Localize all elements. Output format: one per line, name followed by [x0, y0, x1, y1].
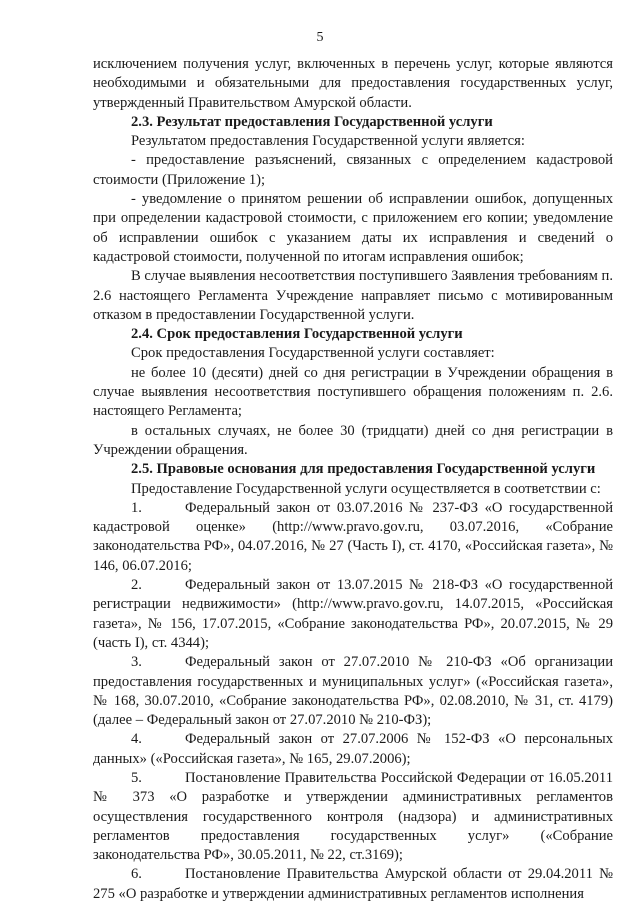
paragraph: - уведомление о принятом решении об исправлении ошибок, допущенных при определении кадастровой стоимости, с приложением его копии; уведомление об исправлении ошибок с указанием даты их исправления и сведений о кадастровой стоимости, полученной по итогам исправления ошибок;	[93, 191, 613, 265]
paragraph: Срок предоставления Государственной услуги составляет:	[131, 345, 495, 362]
paragraph: - предоставление разъяснений, связанных с определением кадастровой стоимости (Приложение 1);	[93, 152, 613, 188]
item-number: 2.	[131, 577, 142, 594]
paragraph: исключением получения услуг, включенных в перечень услуг, которые являются необходимыми и обязательными для предоставления государственных услуг, утвержденный Правительством Амурской области.	[93, 56, 613, 111]
item-number: 6.	[131, 866, 142, 883]
item-number: 4.	[131, 731, 142, 748]
page-number: 5	[316, 30, 324, 45]
section-heading: 2.3. Результат предоставления Государственной услуги	[131, 113, 493, 130]
numbered-item	[93, 499, 613, 576]
numbered-item	[93, 730, 613, 769]
item-text: Федеральный закон от 27.07.2010 № 210-ФЗ «Об организации предоставления государственных и муниципальных услуг» («Российская газета», № 168, 30.07.2010, «Собрание законодательства РФ», 02.08.2010, № 31, ст. 4179) (далее – Федеральный закон от 27.07.2010 № 210-ФЗ);	[93, 654, 613, 729]
paragraph: Результатом предоставления Государственной услуги является:	[131, 133, 525, 150]
paragraph: не более 10 (десяти) дней со дня регистрации в Учреждении обращения в случае выявления несоответствия поступившего обращения положениям п. 2.6. настоящего Регламента;	[93, 364, 613, 420]
paragraph: В случае выявления несоответствия поступившего Заявления требованиям п. 2.6 настоящего Регламента Учреждение направляет письмо с мотивированным отказом в предоставлении Государственной услуги.	[93, 268, 613, 323]
item-number: 1.	[131, 499, 142, 516]
section-heading: 2.4. Срок предоставления Государственной услуги	[131, 326, 463, 343]
numbered-item	[93, 865, 613, 904]
paragraph: Предоставление Государственной услуги осуществляется в соответствии с:	[131, 480, 601, 497]
item-text: Постановление Правительства Российской Федерации от 16.05.2011 № 373 «О разработке и утверждении административных регламентов осуществления государственного контроля (надзора) и административных регламентов предоставления государственных услуг» («Собрание законодательства РФ», 30.05.2011, № 22, ст.3169);	[93, 769, 613, 864]
item-number: 3.	[131, 654, 142, 671]
item-number: 5.	[131, 769, 142, 786]
item-text: Постановление Правительства Амурской области от 29.04.2011 № 275 «О разработке и утверждении административных регламентов исполнения	[93, 866, 613, 902]
numbered-item	[93, 576, 613, 653]
item-text: Федеральный закон от 13.07.2015 № 218-ФЗ «О государственной регистрации недвижимости» (http://www.pravo.gov.ru, 14.07.2015, «Российская газета», № 156, 17.07.2015, «Собрание законодательства РФ», 20.07.2015, № 29 (часть I), ст. 4344);	[93, 577, 613, 651]
paragraph: в остальных случаях, не более 30 (тридцати) дней со дня регистрации в Учреждении обращения.	[93, 422, 613, 458]
item-text: Федеральный закон от 27.07.2006 № 152-ФЗ «О персональных данных» («Российская газета», № 165, 29.07.2006);	[93, 731, 613, 767]
numbered-item	[93, 769, 613, 865]
section-heading: 2.5. Правовые основания для предоставления Государственной услуги	[131, 461, 596, 478]
item-text: Федеральный закон от 03.07.2016 № 237-ФЗ «О государственной кадастровой оценке» (http://www.pravo.gov.ru, 03.07.2016, «Собрание законодательства РФ», 04.07.2016, № 27 (Часть I), ст. 4170, «Российская газета», № 146, 06.07.2016;	[93, 499, 613, 574]
numbered-item	[93, 653, 613, 730]
document-body	[93, 55, 613, 904]
